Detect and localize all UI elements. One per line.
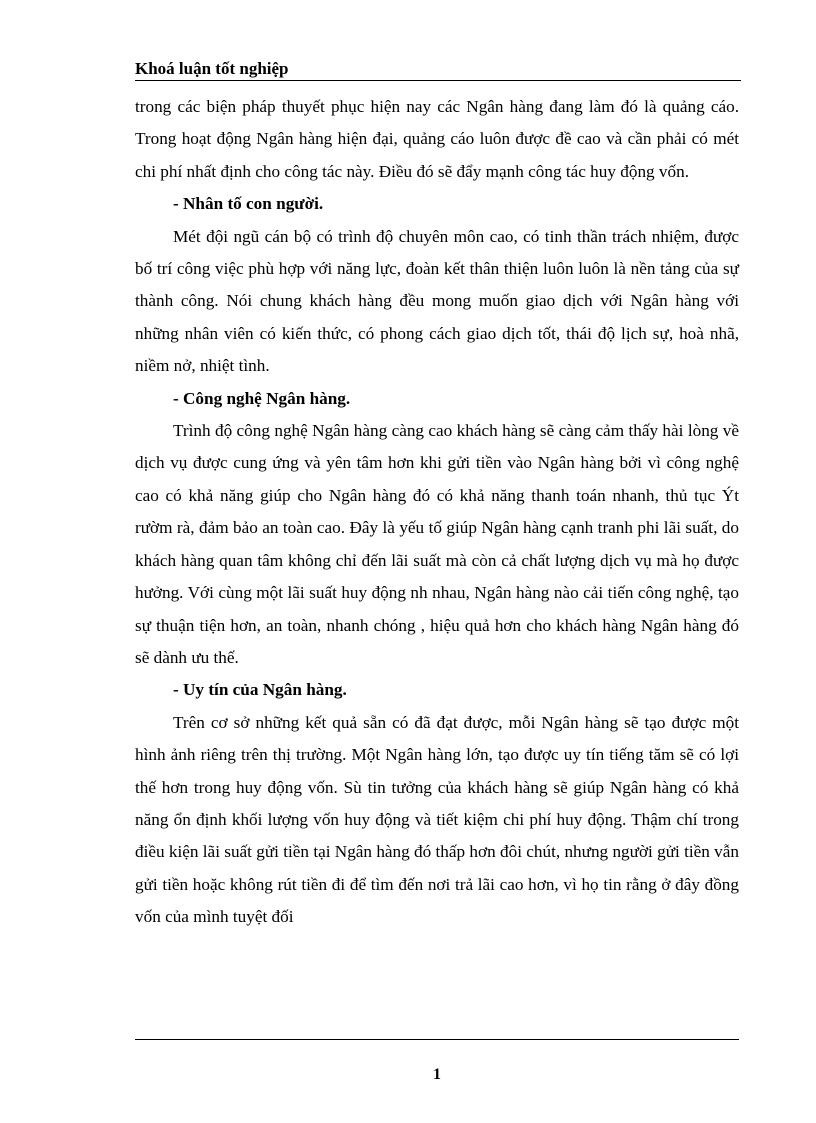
- header-rule: [135, 80, 741, 81]
- paragraph-bank-technology: Trình độ công nghệ Ngân hàng càng cao khách hàng sẽ càng cảm thấy hài lòng về dịch vụ được cung ứng và yên tâm hơn khi gửi tiền vào Ngân hàng bởi vì công nghệ cao có khả năng giúp cho Ngân hàng đó có khả năng thanh toán nhanh, thủ tục Ýt rườm rà, đảm bảo an toàn cao. Đây là yếu tố giúp Ngân hàng cạnh tranh phi lãi suất, do khách hàng quan tâm không chỉ đến lãi suất mà còn cả chất lượng dịch vụ mà họ được hưởng. Với cùng một lãi suất huy động nh nhau, Ngân hàng nào cải tiến công nghệ, tạo sự thuận tiện hơn, an toàn, nhanh chóng , hiệu quả hơn cho khách hàng Ngân hàng đó sẽ dành ưu thế.: [135, 421, 739, 667]
- running-header: Khoá luận tốt nghiệp: [135, 59, 289, 78]
- paragraph-human-factor: Mét đội ngũ cán bộ có trình độ chuyên môn cao, có tinh thần trách nhiệm, được bố trí công việc phù hợp với năng lực, đoàn kết thân thiện luôn luôn là nền tảng của sự thành công. Nói chung khách hàng đều mong muốn giao dịch với Ngân hàng với những nhân viên có kiến thức, có phong cách giao dịch tốt, thái độ lịch sự, hoà nhã, niềm nở, nhiệt tình.: [135, 226, 739, 376]
- section-heading-bank-reputation: - Uy tín của Ngân hàng.: [173, 680, 347, 700]
- section-heading-human-factor: - Nhân tố con người.: [173, 194, 324, 214]
- paragraph-bank-reputation: Trên cơ sở những kết quả sẵn có đã đạt được, mỗi Ngân hàng sẽ tạo được một hình ảnh riêng trên thị trường. Một Ngân hàng lớn, tạo được uy tín tiếng tăm sẽ có lợi thế hơn trong huy động vốn. Sù tin tưởng của khách hàng sẽ giúp Ngân hàng có khả năng ổn định khối lượng vốn huy động và tiết kiệm chi phí huy động. Thậm chí trong điều kiện lãi suất gửi tiền tại Ngân hàng đó thấp hơn đôi chút, nhưng người gửi tiền vẫn gửi tiền hoặc không rút tiền đi để tìm đến nơi trả lãi cao hơn, vì họ tin rằng ở đây đồng vốn của mình tuyệt đối: [135, 712, 739, 927]
- paragraph-continued: trong các biện pháp thuyết phục hiện nay các Ngân hàng đang làm đó là quảng cáo. Trong hoạt động Ngân hàng hiện đại, quảng cáo luôn được đề cao và cần phải có mét chi phí nhất định cho công tác này. Điều đó sẽ đẩy mạnh công tác huy động vốn.: [135, 97, 739, 181]
- section-heading-bank-technology: - Công nghệ Ngân hàng.: [173, 388, 351, 408]
- page-number: 1: [433, 1066, 441, 1083]
- page-body: [135, 91, 739, 934]
- footer-rule: [135, 1039, 739, 1040]
